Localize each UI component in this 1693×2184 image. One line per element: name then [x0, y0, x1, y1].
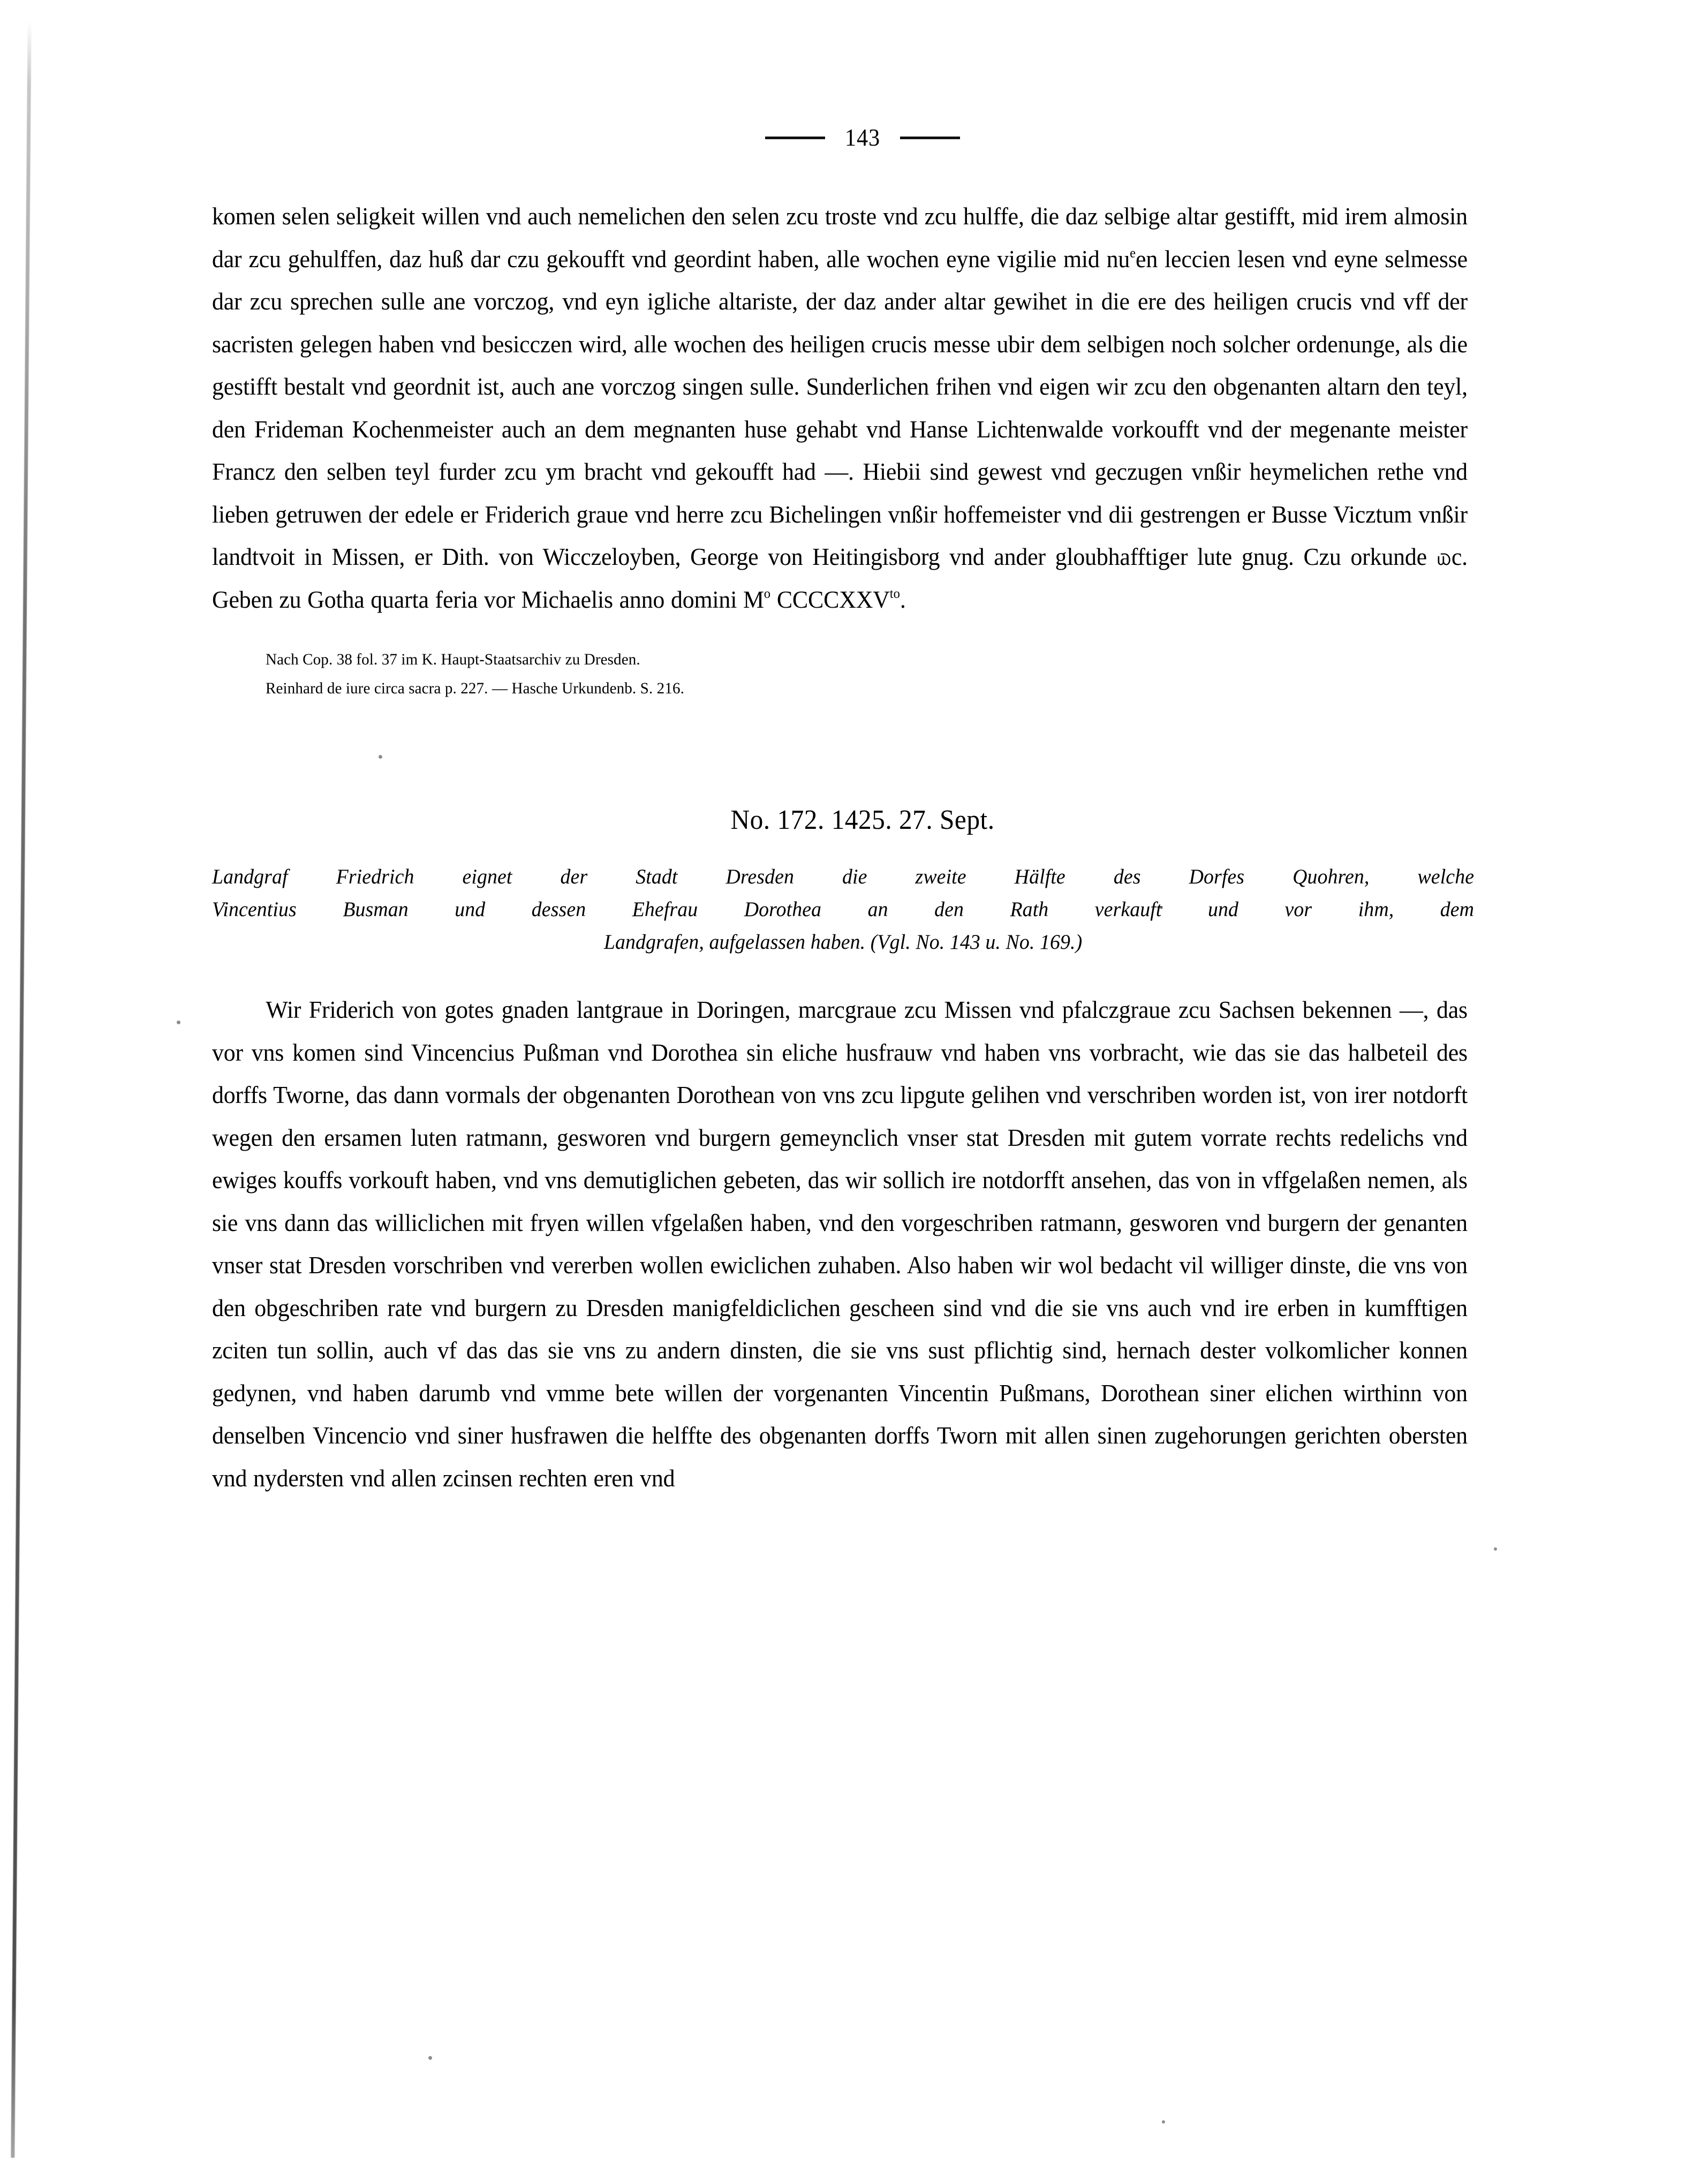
page-content: [212, 0, 1513, 1524]
charter-172-regest: [212, 860, 1474, 958]
page-number: 143: [844, 124, 881, 151]
charter-143-text-lead: komen selen seligkeit willen vnd auch nemelichen den selen zcu troste vnd zcu hulffe, die daz selbige altar gestifft, mid irem almosin dar zcu gehulffen, daz huß dar czu gekoufft vnd geordint haben, alle wochen eyne vigilie mid n: [212, 202, 1468, 273]
charter-172-body-paragraph: Wir Friderich von gotes gnaden lantgraue in Doringen, marcgraue zcu Missen vnd pfalczgraue zcu Sachsen bekennen —, das vor vns komen sind Vincencius Pußman vnd Dorothea sin eliche husfrauw vnd haben vns vorbracht, wie das sie das halbeteil des dorffs Tworne, das dann vormals der obgenanten Dorothean von vns zcu lipgute gelihen vnd verschriben worden ist, von irer notdorft wegen den ersamen luten ratmann, gesworen vnd burgern gemeynclich vnser stat Dresden mit gutem vorrate rechts redelichs vnd ewiges kouffs vorkouft haben, vnd vns demutiglichen gebeten, das wir sollich ire notdorfft ansehen, das von in vffgelaßen nemen, als sie vns dann das williclichen mit fryen willen vfgelaßen haben, vnd den vorgeschriben ratmann, gesworen vnd burgern der genanten vnser stat Dresden vorschriben vnd vererben wollen ewiclichen zuhaben. Also haben wir wol bedacht vil williger dinste, die vns von den obgeschriben rate vnd burgern zu Dresden manigfeldiclichen gescheen sind vnd die sie vns auch vnd ire erben in kumfftigen zciten tun sollin, auch vf das das sie vns zu andern dinsten, die sie vns sust pflichtig sind, hernach dester volkomlicher konnen gedynen, vnd haben darumb vnd vmme bete willen der vorgenanten Vincentin Pußmans, Dorothean siner elichen wirthinn von denselben Vincencio vnd siner husfrawen die helffte des obgenanten dorffs Tworn mit allen sinen zugehorungen gerichten obersten vnd nydersten vnd allen zcinsen rechten eren vnd: [212, 996, 1468, 1492]
regest-line-2: Vincentius Busman und dessen Ehefrau Dorothea an den Rath verkauft und vor ihm, dem: [212, 898, 1475, 921]
charter-172-heading: No. 172. 1425. 27. Sept.: [730, 805, 995, 835]
regest-line-3: Landgrafen, aufgelassen haben. (Vgl. No. 143 u. No. 169.): [603, 931, 1083, 954]
superscript-to-ordinal: to: [889, 585, 900, 601]
head-rule-left: [765, 137, 825, 139]
scan-speck: [177, 1021, 180, 1024]
charter-143-continuation-paragraph: [212, 195, 1468, 621]
superscript-o-millesimo: o: [764, 585, 771, 601]
roman-numeral-terminator: .: [900, 585, 906, 613]
source-note-archive: Nach Cop. 38 fol. 37 im K. Haupt-Staatsarchiv zu Dresden.: [266, 651, 640, 668]
u-with-superscript-e: [1118, 245, 1136, 273]
scan-speck: [1162, 2120, 1165, 2123]
source-note-editions: Reinhard de iure circa sacra p. 227. — Hasche Urkundenb. S. 216.: [266, 679, 684, 697]
base-letter-u: u: [1118, 245, 1130, 273]
scan-speck: [1494, 1547, 1497, 1551]
superscript-e: e: [1130, 245, 1136, 261]
scan-speck: [428, 2056, 432, 2060]
scan-gutter-artifact: [11, 21, 31, 2158]
running-head: [212, 119, 1513, 156]
regest-line-1: Landgraf Friedrich eignet der Stadt Dresden die zweite Hälfte des Dorfes Quohren, welche: [212, 865, 1475, 888]
source-notes: [266, 645, 1476, 703]
head-rule-right: [900, 137, 960, 139]
roman-numeral-year: CCCCXXV: [770, 585, 890, 613]
charter-143-text-mid: en leccien lesen vnd eyne selmesse dar zcu sprechen sulle ane vorczog, vnd eyn igliche altariste, der daz ander altar gewihet in die ere des heiligen crucis vnd vff der sacristen gelegen haben vnd besicczen wird, alle wochen des heiligen crucis messe ubir dem selbigen noch solcher ordenunge, als die gestifft bestalt vnd geordnit ist, auch ane vorczog singen sulle. Sunderlichen frihen vnd eigen wir zcu den obgenanten altarn den teyl, den Frideman Kochenmeister auch an dem megnanten huse gehabt vnd Hanse Lichtenwalde vorkoufft vnd der megenante meister Francz den selben teyl furder zcu ym bracht vnd gekoufft had —. Hiebii sind gewest vnd geczugen vnßir heymelichen rethe vnd lieben getruwen der edele er Friderich graue vnd herre zcu Bichelingen vnßir hoffemeister vnd dii gestrengen er Busse Vicztum vnßir landtvoit in Missen, er Dith. von Wicczeloyben, George von Heitingisborg vnd ander gloubhafftiger lute gnug. Czu orkunde ௰c. Geben zu Gotha quarta feria vor Michaelis anno domini M: [212, 245, 1468, 613]
